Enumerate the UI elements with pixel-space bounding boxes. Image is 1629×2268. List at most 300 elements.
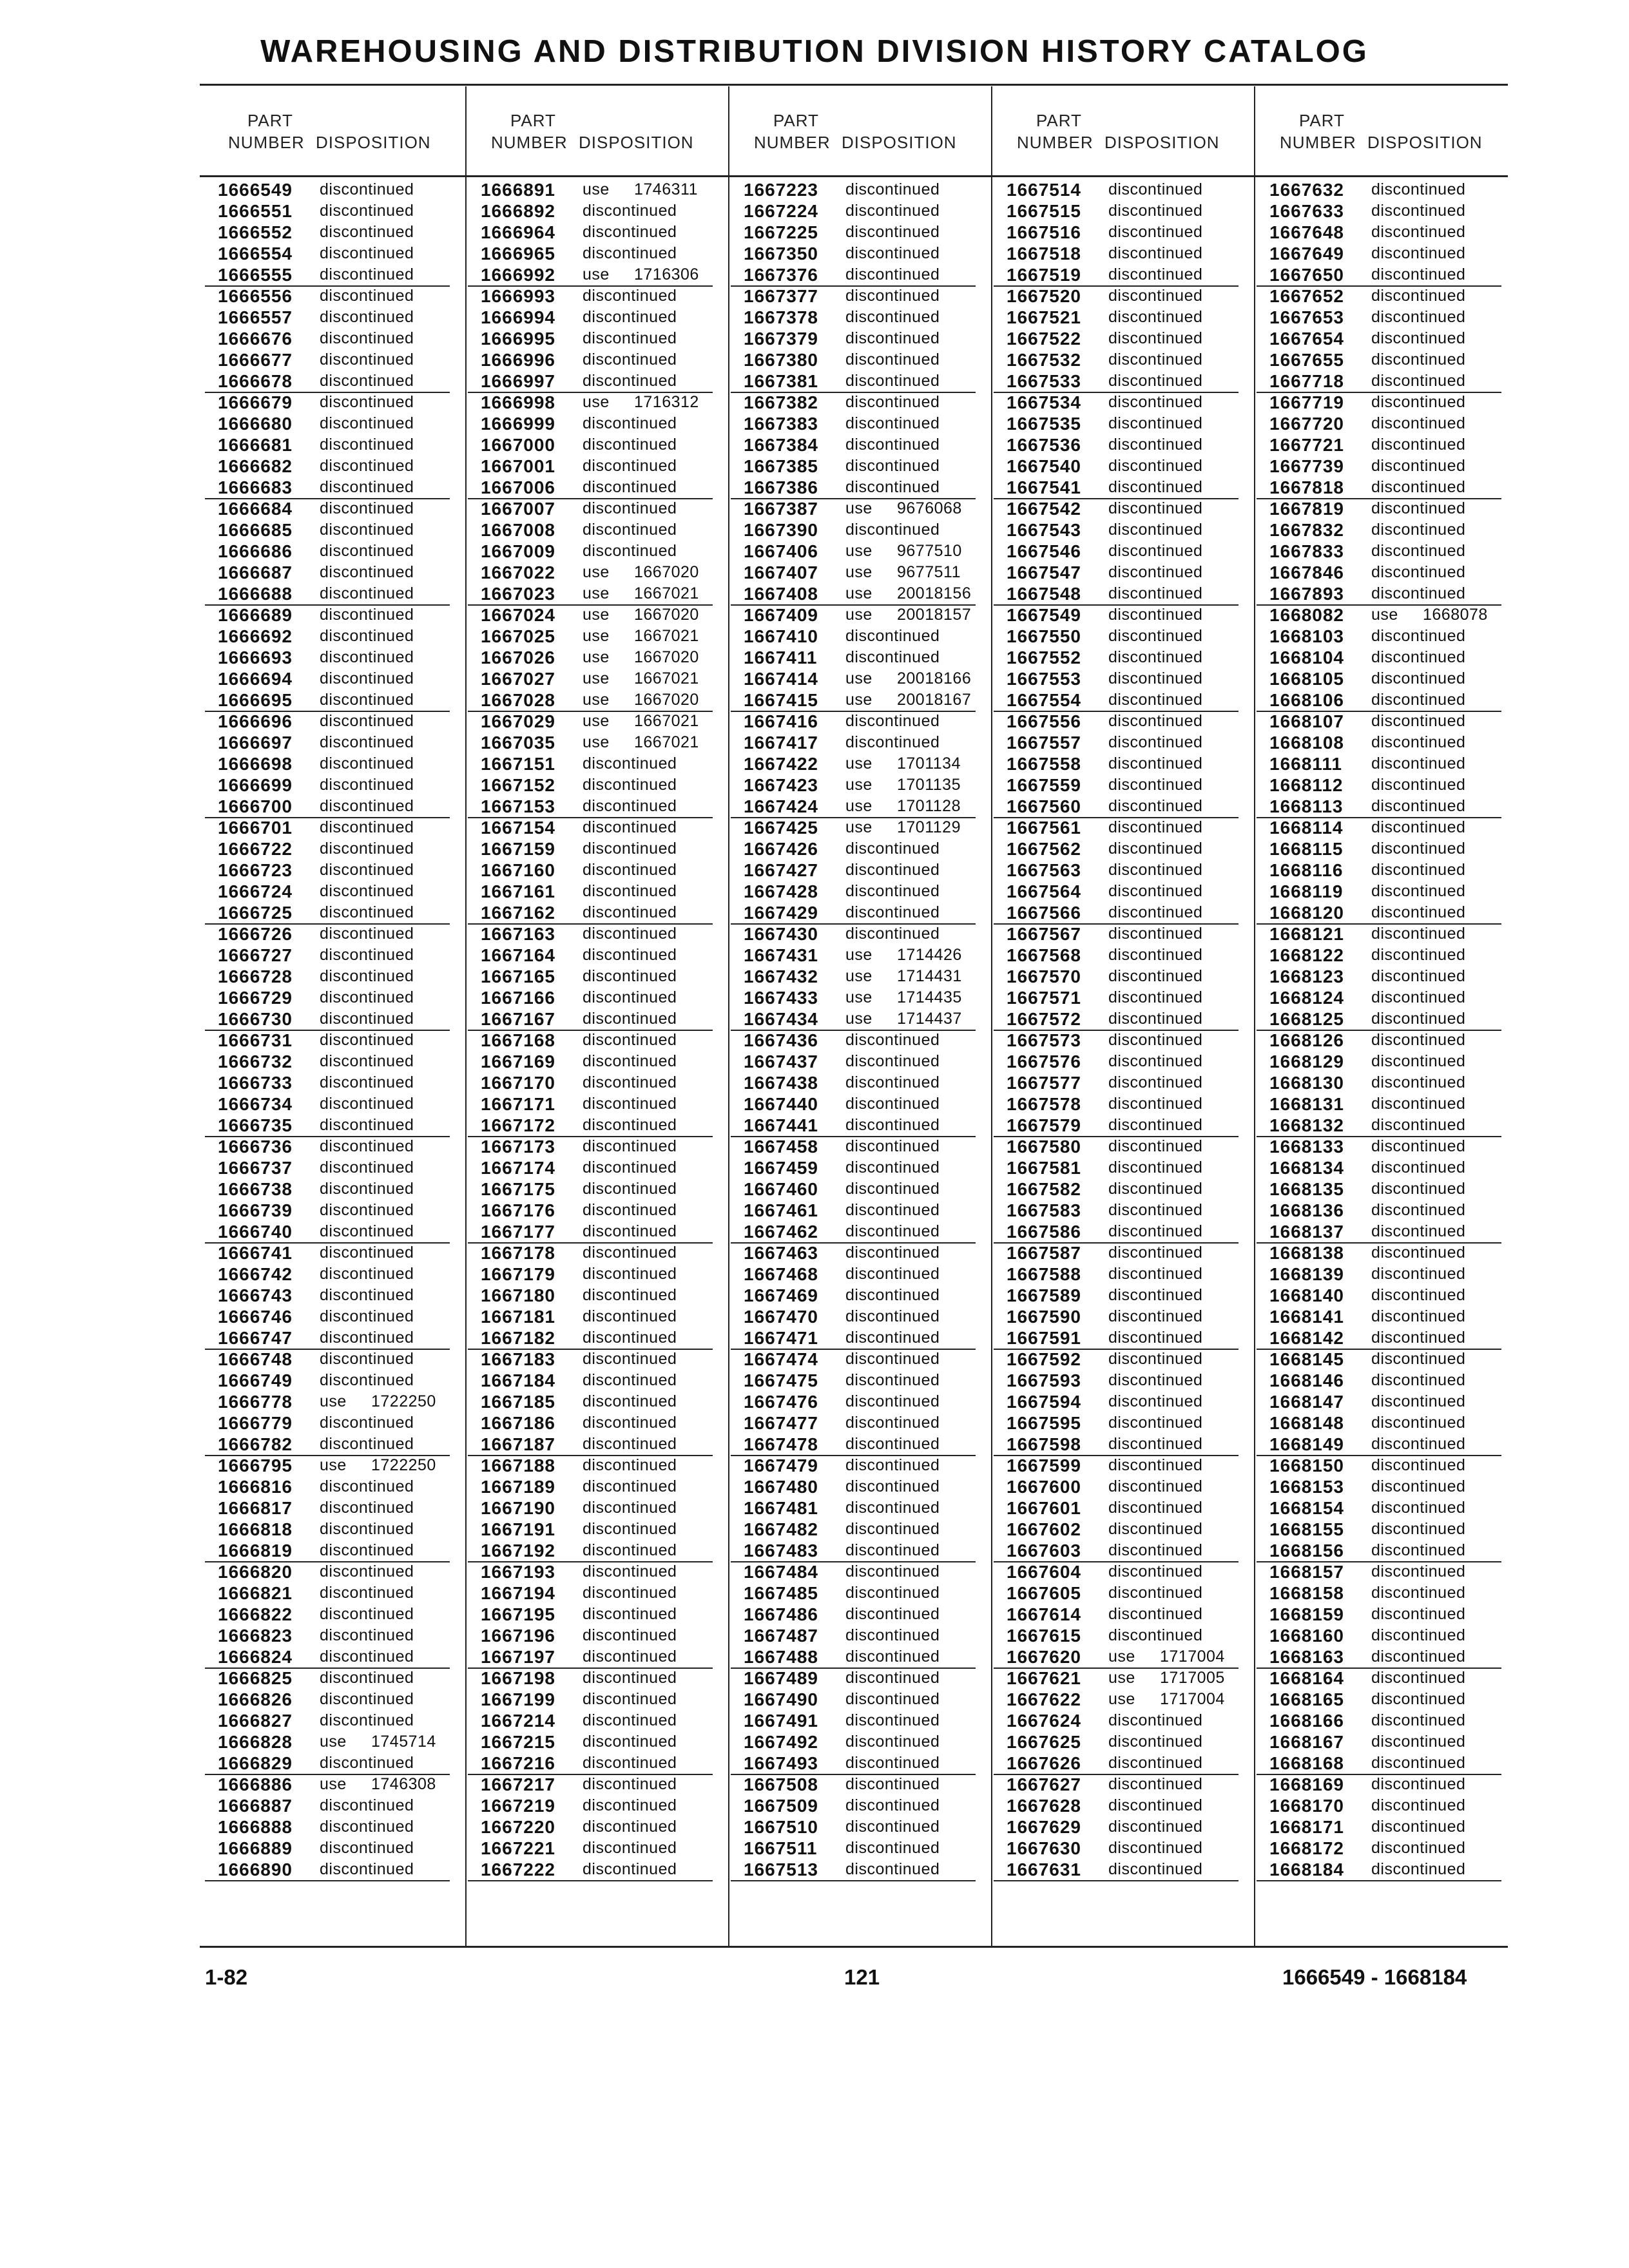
part-number: 1667627 bbox=[1007, 1774, 1082, 1794]
table-row bbox=[468, 987, 713, 1008]
disposition: discontinued bbox=[320, 542, 414, 560]
part-number: 1667486 bbox=[744, 1604, 819, 1624]
part-number: 1668168 bbox=[1269, 1753, 1345, 1773]
part-number: 1667001 bbox=[481, 456, 556, 476]
part-number: 1667176 bbox=[481, 1200, 556, 1220]
table-row bbox=[468, 1795, 713, 1816]
disposition: discontinued bbox=[845, 329, 940, 347]
table-row bbox=[994, 243, 1239, 264]
part-number: 1667576 bbox=[1007, 1052, 1082, 1072]
part-number: 1667377 bbox=[744, 286, 819, 306]
disposition: discontinued bbox=[583, 1499, 677, 1517]
part-number: 1667476 bbox=[744, 1392, 819, 1412]
disposition: discontinued bbox=[320, 1031, 414, 1049]
part-number: 1667581 bbox=[1007, 1158, 1082, 1178]
part-number: 1666726 bbox=[218, 924, 293, 944]
part-number: 1667562 bbox=[1007, 839, 1082, 859]
part-number: 1666695 bbox=[218, 690, 293, 710]
part-number: 1668119 bbox=[1269, 881, 1344, 901]
part-number: 1666825 bbox=[218, 1668, 293, 1688]
table-row bbox=[468, 1327, 713, 1350]
table-row bbox=[205, 1859, 450, 1881]
disposition: discontinued bbox=[320, 521, 414, 539]
table-row bbox=[1257, 1115, 1501, 1137]
part-number: 1667622 bbox=[1007, 1689, 1082, 1709]
table-row bbox=[994, 1178, 1239, 1200]
disposition: discontinued bbox=[583, 1244, 677, 1262]
table-row bbox=[1257, 1731, 1501, 1753]
part-number: 1667577 bbox=[1007, 1073, 1082, 1093]
disposition: discontinued bbox=[1108, 584, 1203, 602]
table-row bbox=[468, 1838, 713, 1859]
table-row bbox=[731, 1625, 976, 1646]
part-number: 1666680 bbox=[218, 414, 293, 434]
disposition: discontinued bbox=[1371, 1222, 1466, 1240]
table-row bbox=[731, 987, 976, 1008]
disposition: discontinued bbox=[845, 1690, 940, 1708]
disposition: discontinued bbox=[845, 223, 940, 241]
part-number: 1666889 bbox=[218, 1838, 293, 1858]
part-number: 1667192 bbox=[481, 1541, 556, 1561]
part-number: 1666557 bbox=[218, 307, 293, 327]
disposition: discontinued bbox=[1108, 627, 1203, 645]
part-number: 1667152 bbox=[481, 775, 556, 795]
disposition: discontinued bbox=[1371, 1562, 1466, 1581]
table-row bbox=[205, 1434, 450, 1456]
column-header-part: PART bbox=[247, 111, 293, 130]
disposition: discontinued bbox=[1371, 1052, 1466, 1070]
disposition: discontinued bbox=[1108, 733, 1203, 751]
disposition: discontinued bbox=[583, 1371, 677, 1389]
part-number: 1667461 bbox=[744, 1200, 819, 1220]
table-row bbox=[731, 285, 976, 307]
table-row bbox=[468, 881, 713, 902]
disposition: discontinued bbox=[583, 372, 677, 390]
table-row bbox=[731, 753, 976, 774]
disposition: discontinued bbox=[1108, 1052, 1203, 1070]
table-row bbox=[994, 753, 1239, 774]
part-number: 1667492 bbox=[744, 1732, 819, 1752]
table-row bbox=[731, 1795, 976, 1816]
part-number: 1666998 bbox=[481, 392, 556, 412]
part-number: 1666696 bbox=[218, 711, 293, 731]
part-number: 1666730 bbox=[218, 1009, 293, 1029]
part-number: 1667196 bbox=[481, 1626, 556, 1646]
disposition: discontinued bbox=[1371, 414, 1466, 432]
part-number: 1668082 bbox=[1269, 605, 1345, 625]
table-row bbox=[1257, 987, 1501, 1008]
part-number: 1666742 bbox=[218, 1264, 293, 1284]
table-row bbox=[994, 987, 1239, 1008]
table-row bbox=[994, 1306, 1239, 1327]
disposition: discontinued bbox=[320, 903, 414, 921]
part-number: 1666891 bbox=[481, 180, 556, 200]
disposition: discontinued bbox=[320, 925, 414, 943]
part-number: 1667177 bbox=[481, 1222, 556, 1242]
table-row bbox=[468, 1370, 713, 1391]
part-number: 1667570 bbox=[1007, 966, 1082, 986]
disposition: discontinued bbox=[845, 436, 940, 454]
disposition: discontinued bbox=[1371, 1095, 1466, 1113]
disposition: discontinued bbox=[583, 1733, 677, 1751]
part-number: 1667631 bbox=[1007, 1860, 1082, 1879]
disposition: discontinued bbox=[845, 1839, 940, 1857]
disposition: discontinued bbox=[1371, 1584, 1466, 1602]
table-row bbox=[468, 562, 713, 583]
table-row bbox=[205, 711, 450, 732]
disposition: discontinued bbox=[1371, 1499, 1466, 1517]
table-row bbox=[994, 1327, 1239, 1350]
part-number: 1668130 bbox=[1269, 1073, 1345, 1093]
column-divider bbox=[991, 86, 992, 1946]
part-number: 1667481 bbox=[744, 1498, 819, 1518]
part-number: 1667022 bbox=[481, 562, 556, 582]
disposition: discontinued bbox=[845, 1031, 940, 1049]
part-number: 1667154 bbox=[481, 818, 556, 838]
part-number: 1667225 bbox=[744, 222, 819, 242]
part-number: 1667819 bbox=[1269, 499, 1345, 519]
table-row bbox=[205, 1753, 450, 1775]
disposition: discontinued bbox=[1108, 1796, 1203, 1814]
table-row bbox=[1257, 668, 1501, 689]
part-number: 1667026 bbox=[481, 648, 556, 668]
table-row bbox=[468, 732, 713, 753]
part-number: 1667475 bbox=[744, 1370, 819, 1390]
disposition: discontinued bbox=[1108, 1095, 1203, 1113]
table-row bbox=[205, 1327, 450, 1350]
part-number: 1667382 bbox=[744, 392, 819, 412]
disposition: discontinued bbox=[320, 1690, 414, 1708]
table-row bbox=[731, 1327, 976, 1350]
part-number: 1666735 bbox=[218, 1115, 293, 1135]
table-row bbox=[205, 1582, 450, 1604]
disposition: discontinued bbox=[583, 1775, 677, 1793]
part-number: 1667217 bbox=[481, 1774, 556, 1794]
disposition: discontinued bbox=[1108, 1116, 1203, 1134]
column-header-number: NUMBER bbox=[491, 133, 568, 152]
disposition: discontinued bbox=[583, 1626, 677, 1644]
catalog-column bbox=[731, 110, 976, 1879]
part-number: 1667719 bbox=[1269, 392, 1345, 412]
part-number: 1667197 bbox=[481, 1647, 556, 1667]
table-row bbox=[994, 1731, 1239, 1753]
table-row bbox=[205, 668, 450, 689]
disposition: discontinued bbox=[1371, 521, 1466, 539]
table-row bbox=[468, 1497, 713, 1519]
part-number: 1666994 bbox=[481, 307, 556, 327]
table-row bbox=[1257, 1646, 1501, 1669]
part-number: 1667595 bbox=[1007, 1413, 1082, 1433]
table-row bbox=[205, 860, 450, 881]
column-header-disposition: DISPOSITION bbox=[316, 133, 431, 152]
table-row bbox=[994, 902, 1239, 925]
disposition: use 1722250 bbox=[320, 1456, 436, 1474]
disposition: discontinued bbox=[583, 1307, 677, 1325]
disposition: discontinued bbox=[583, 499, 677, 517]
table-row bbox=[468, 1391, 713, 1412]
part-number: 1667720 bbox=[1269, 414, 1345, 434]
part-number: 1668116 bbox=[1269, 860, 1344, 880]
disposition: discontinued bbox=[320, 1201, 414, 1219]
table-row bbox=[731, 1646, 976, 1669]
disposition: discontinued bbox=[320, 584, 414, 602]
table-row bbox=[468, 668, 713, 689]
disposition: discontinued bbox=[583, 308, 677, 326]
part-number: 1666736 bbox=[218, 1137, 293, 1157]
part-number: 1667185 bbox=[481, 1392, 556, 1412]
table-row bbox=[1257, 1540, 1501, 1562]
part-number: 1666727 bbox=[218, 945, 293, 965]
part-number: 1667573 bbox=[1007, 1030, 1082, 1050]
table-row bbox=[468, 1710, 713, 1731]
part-number: 1667417 bbox=[744, 733, 819, 753]
disposition: discontinued bbox=[1108, 1775, 1203, 1793]
disposition: discontinued bbox=[1108, 925, 1203, 943]
part-number: 1667480 bbox=[744, 1477, 819, 1497]
disposition: discontinued bbox=[1371, 1116, 1466, 1134]
catalog-column bbox=[205, 110, 450, 1879]
part-number: 1667173 bbox=[481, 1137, 556, 1157]
table-row bbox=[468, 349, 713, 370]
table-row bbox=[1257, 1264, 1501, 1285]
disposition: discontinued bbox=[320, 1477, 414, 1495]
disposition: discontinued bbox=[1108, 1860, 1203, 1878]
table-row bbox=[994, 1561, 1239, 1582]
table-row bbox=[205, 902, 450, 925]
part-number: 1668105 bbox=[1269, 669, 1345, 689]
table-row bbox=[205, 1710, 450, 1731]
part-number: 1667028 bbox=[481, 690, 556, 710]
table-row bbox=[1257, 1349, 1501, 1370]
column-header-disposition: DISPOSITION bbox=[1367, 133, 1483, 152]
table-row bbox=[731, 817, 976, 838]
column-divider bbox=[465, 86, 467, 1946]
table-row bbox=[205, 1115, 450, 1137]
table-row bbox=[994, 1264, 1239, 1285]
part-number: 1666740 bbox=[218, 1222, 293, 1242]
table-row bbox=[731, 1689, 976, 1710]
table-row bbox=[205, 732, 450, 753]
disposition: discontinued bbox=[583, 1711, 677, 1729]
part-number: 1666747 bbox=[218, 1328, 293, 1348]
part-number: 1666737 bbox=[218, 1158, 293, 1178]
part-number: 1667633 bbox=[1269, 201, 1345, 221]
disposition: discontinued bbox=[320, 436, 414, 454]
column-header-part: PART bbox=[773, 111, 819, 130]
disposition: discontinued bbox=[845, 287, 940, 305]
part-number: 1667159 bbox=[481, 839, 556, 859]
disposition: use 1717005 bbox=[1108, 1669, 1225, 1687]
disposition: discontinued bbox=[1371, 180, 1466, 198]
disposition: discontinued bbox=[320, 351, 414, 369]
part-number: 1667553 bbox=[1007, 669, 1082, 689]
part-number: 1666551 bbox=[218, 201, 293, 221]
disposition: discontinued bbox=[583, 754, 677, 773]
table-row bbox=[468, 179, 713, 200]
table-row bbox=[731, 1349, 976, 1370]
part-number: 1667441 bbox=[744, 1115, 819, 1135]
disposition: discontinued bbox=[845, 1456, 940, 1474]
part-number: 1666887 bbox=[218, 1796, 293, 1816]
table-row bbox=[731, 604, 976, 626]
disposition: discontinued bbox=[845, 1095, 940, 1113]
disposition: discontinued bbox=[1108, 1584, 1203, 1602]
table-row bbox=[1257, 456, 1501, 477]
table-row bbox=[731, 1859, 976, 1881]
part-number: 1667603 bbox=[1007, 1541, 1082, 1561]
part-number: 1667383 bbox=[744, 414, 819, 434]
part-number: 1667180 bbox=[481, 1285, 556, 1305]
table-row bbox=[994, 1136, 1239, 1157]
part-number: 1667386 bbox=[744, 477, 819, 497]
part-number: 1667542 bbox=[1007, 499, 1082, 519]
disposition: use 1701134 bbox=[845, 754, 961, 773]
part-number: 1667189 bbox=[481, 1477, 556, 1497]
part-number: 1667550 bbox=[1007, 626, 1082, 646]
table-row bbox=[994, 1455, 1239, 1476]
part-number: 1667411 bbox=[744, 648, 818, 668]
disposition: discontinued bbox=[583, 1562, 677, 1581]
table-row bbox=[468, 1093, 713, 1115]
table-row bbox=[1257, 1753, 1501, 1775]
disposition: discontinued bbox=[320, 1095, 414, 1113]
disposition: discontinued bbox=[845, 351, 940, 369]
table-row bbox=[731, 1604, 976, 1625]
part-number: 1668123 bbox=[1269, 966, 1345, 986]
disposition: discontinued bbox=[583, 1350, 677, 1368]
disposition: discontinued bbox=[845, 1116, 940, 1134]
part-number: 1666689 bbox=[218, 605, 293, 625]
table-row bbox=[205, 200, 450, 222]
table-row bbox=[205, 1497, 450, 1519]
part-number: 1667487 bbox=[744, 1626, 819, 1646]
disposition: discontinued bbox=[1108, 1414, 1203, 1432]
table-row bbox=[1257, 1667, 1501, 1689]
part-number: 1667381 bbox=[744, 371, 819, 391]
part-number: 1667172 bbox=[481, 1115, 556, 1135]
table-row bbox=[205, 519, 450, 541]
part-number: 1667583 bbox=[1007, 1200, 1082, 1220]
disposition: discontinued bbox=[1108, 393, 1203, 411]
disposition: discontinued bbox=[320, 648, 414, 666]
disposition: discontinued bbox=[1108, 903, 1203, 921]
table-row bbox=[994, 945, 1239, 966]
part-number: 1668159 bbox=[1269, 1604, 1345, 1624]
part-number: 1668113 bbox=[1269, 796, 1344, 816]
table-row bbox=[205, 1051, 450, 1072]
part-number: 1667160 bbox=[481, 860, 556, 880]
table-row bbox=[731, 1136, 976, 1157]
part-number: 1667561 bbox=[1007, 818, 1082, 838]
part-number: 1667008 bbox=[481, 520, 556, 540]
table-row bbox=[994, 1753, 1239, 1775]
part-number: 1668107 bbox=[1269, 711, 1345, 731]
part-number: 1667224 bbox=[744, 201, 819, 221]
disposition: discontinued bbox=[583, 287, 677, 305]
disposition: discontinued bbox=[845, 1180, 940, 1198]
disposition: discontinued bbox=[1371, 1839, 1466, 1857]
table-row bbox=[994, 456, 1239, 477]
disposition: discontinued bbox=[320, 1010, 414, 1028]
table-row bbox=[994, 796, 1239, 818]
part-number: 1668114 bbox=[1269, 818, 1344, 838]
table-row bbox=[468, 392, 713, 413]
catalog-column bbox=[994, 110, 1239, 1879]
part-number: 1667591 bbox=[1007, 1328, 1082, 1348]
disposition: discontinued bbox=[845, 627, 940, 645]
table-row bbox=[731, 456, 976, 477]
disposition: discontinued bbox=[845, 1754, 940, 1772]
disposition: discontinued bbox=[1108, 521, 1203, 539]
table-row bbox=[468, 434, 713, 456]
part-number: 1667193 bbox=[481, 1562, 556, 1582]
disposition: discontinued bbox=[1371, 967, 1466, 985]
disposition: discontinued bbox=[1371, 988, 1466, 1006]
table-row bbox=[468, 817, 713, 838]
table-row bbox=[468, 413, 713, 434]
disposition: discontinued bbox=[1371, 1456, 1466, 1474]
table-row bbox=[994, 1838, 1239, 1859]
disposition: discontinued bbox=[320, 1350, 414, 1368]
disposition: discontinued bbox=[845, 1669, 940, 1687]
table-row bbox=[468, 1731, 713, 1753]
column-header-part: PART bbox=[1036, 111, 1082, 130]
table-row bbox=[205, 1008, 450, 1031]
part-number: 1667478 bbox=[744, 1434, 819, 1454]
part-number: 1667194 bbox=[481, 1583, 556, 1603]
table-row bbox=[1257, 434, 1501, 456]
part-number: 1667548 bbox=[1007, 584, 1082, 604]
part-number: 1667436 bbox=[744, 1030, 819, 1050]
disposition: discontinued bbox=[845, 414, 940, 432]
part-number: 1667586 bbox=[1007, 1222, 1082, 1242]
table-row bbox=[205, 987, 450, 1008]
table-row bbox=[205, 1519, 450, 1540]
disposition: discontinued bbox=[1371, 584, 1466, 602]
part-number: 1668172 bbox=[1269, 1838, 1345, 1858]
table-row bbox=[731, 1519, 976, 1540]
part-number: 1667390 bbox=[744, 520, 819, 540]
disposition: discontinued bbox=[1108, 1839, 1203, 1857]
table-row bbox=[1257, 222, 1501, 243]
table-row bbox=[468, 1540, 713, 1562]
table-row bbox=[731, 370, 976, 393]
part-number: 1667482 bbox=[744, 1519, 819, 1539]
table-row bbox=[731, 1264, 976, 1285]
disposition: discontinued bbox=[320, 244, 414, 262]
disposition: discontinued bbox=[583, 1116, 677, 1134]
part-number: 1668170 bbox=[1269, 1796, 1345, 1816]
disposition: use 1722250 bbox=[320, 1392, 436, 1410]
part-number: 1666823 bbox=[218, 1626, 293, 1646]
table-row bbox=[205, 434, 450, 456]
table-row bbox=[731, 1178, 976, 1200]
part-number: 1666683 bbox=[218, 477, 293, 497]
part-number: 1666682 bbox=[218, 456, 293, 476]
part-number: 1667604 bbox=[1007, 1562, 1082, 1582]
disposition: discontinued bbox=[1371, 1392, 1466, 1410]
disposition: discontinued bbox=[845, 1201, 940, 1219]
part-number: 1667215 bbox=[481, 1732, 556, 1752]
disposition: discontinued bbox=[1108, 1520, 1203, 1538]
column-header-number: NUMBER bbox=[1280, 133, 1356, 152]
disposition: discontinued bbox=[1108, 754, 1203, 773]
part-number: 1667653 bbox=[1269, 307, 1345, 327]
part-number: 1667833 bbox=[1269, 541, 1345, 561]
part-number: 1667178 bbox=[481, 1243, 556, 1263]
part-number: 1667174 bbox=[481, 1158, 556, 1178]
part-number: 1666724 bbox=[218, 881, 293, 901]
